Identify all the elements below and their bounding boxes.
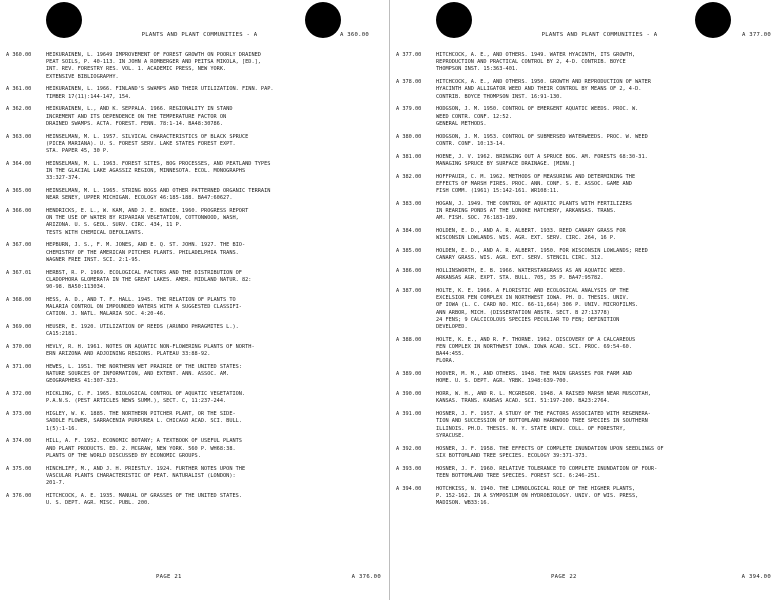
- bibliography-entry: [396, 268, 773, 282]
- citation-line: EFFECTS OF MARSH FIRES. PROC. ANN. CONF. S. E. ASSOC. GAME AND: [436, 180, 632, 187]
- citation-line: 201-7.: [46, 480, 65, 487]
- citation-line: P. 152-162. IN A SYMPOSIUM ON HYDROBIOLOGY. UNIV. OF WIS. PRESS,: [436, 492, 639, 499]
- bibliography-entry: [396, 391, 773, 405]
- entry-citation: [436, 288, 773, 331]
- citation-line: HOOVER, M. M., AND OTHERS. 1948. THE MAIN GRASSES FOR FARM AND: [436, 371, 632, 378]
- citation-line: ILLINOIS. PH.D. THESIS. N. Y. STATE UNIV. COLL. OF FORESTRY,: [436, 425, 626, 432]
- bibliography-entry: [396, 134, 773, 148]
- page-title: PLANTS AND PLANT COMMUNITIES - A: [541, 32, 658, 38]
- bibliography-entry: [396, 446, 773, 460]
- entry-number: A 367.00: [6, 242, 32, 249]
- citation-line: PLANTS OF THE WORLD DISCUSSED BY ECONOMIC GROUPS.: [46, 452, 201, 459]
- bibliography-entry: [6, 242, 383, 264]
- citation-line: HICKLING, C. F. 1965. BIOLOGICAL CONTROL OF AQUATIC VEGETATION.: [46, 391, 246, 398]
- bibliography-entry: [6, 493, 383, 507]
- citation-line: NEAR SENEY, UPPER MICHIGAN. ECOLOGY 46:185-188. BA47:60627.: [46, 195, 233, 202]
- bibliography-entry: [6, 52, 383, 81]
- citation-line: FISH COMM. (1961) 15:142-161. WR108:11.: [436, 188, 560, 195]
- entry-citation: [436, 268, 773, 282]
- entry-number: A 377.00: [396, 52, 422, 58]
- entry-citation: [436, 228, 773, 242]
- citation-line: CONTRIB. BOYCE THOMPSON INST. 16:91-130.: [436, 93, 563, 100]
- entry-number: A 371.00: [6, 364, 32, 371]
- bibliography-entry: [396, 174, 773, 196]
- page-title: PLANTS AND PLANT COMMUNITIES - A: [141, 32, 258, 38]
- citation-line: TION AND SUCCESSION OF BOTTOMLAND HARDWOOD TREE SPECIES IN SOUTHERN: [436, 418, 648, 425]
- entry-citation: [46, 270, 383, 292]
- entry-citation: [46, 411, 383, 433]
- citation-line: HENDRICKS, E. L., W. KAM, AND J. E. BOWIE. 1960. PROGRESS REPORT: [46, 208, 249, 215]
- entry-citation: [436, 248, 773, 262]
- citation-line: WISCONSIN LOWLANDS. WIS. AGR. EXT. SERV. CIRC. 264, 16 P.: [436, 235, 617, 242]
- citation-line: MALARIA CONTROL ON IMPOUNDED WATERS WITH A SUGGESTED CLASSIFI-: [46, 304, 242, 311]
- citation-line: WAGNER FREE INST. SCI. 2:1-95.: [46, 256, 141, 263]
- citation-line: SIX BOTTOMLAND TREE SPECIES. ECOLOGY 39:371-373.: [436, 452, 588, 459]
- entry-citation: [46, 106, 383, 128]
- entry-number: A 391.00: [396, 411, 422, 418]
- citation-line: BA44:455.: [436, 351, 465, 358]
- entry-number: A 370.00: [6, 344, 32, 351]
- entry-number: A 366.00: [6, 208, 32, 215]
- entry-citation: [436, 52, 773, 74]
- entry-number: A 369.00: [6, 324, 32, 331]
- citation-line: REPRODUCTION AND PRACTICAL CONTROL BY 2, 4-D. CONTRIB. BOYCE: [436, 59, 626, 66]
- entry-citation: [436, 446, 773, 460]
- page-header: [30, 32, 369, 44]
- entry-number: A 363.00: [6, 133, 32, 140]
- entry-citation: [46, 161, 383, 183]
- citation-line: HIGLEY, W. K. 1885. THE NORTHERN PITCHER PLANT, OR THE SIDE-: [46, 411, 236, 418]
- citation-line: CATION. J. NATL. MALARIA SOC. 4:20-46.: [46, 311, 167, 318]
- citation-line: HODGSON, J. M. 1950. CONTROL OF EMERGENT AQUATIC WEEDS. PROC. W.: [436, 106, 639, 113]
- citation-line: FLORA.: [436, 358, 455, 365]
- bibliography-entry: [6, 106, 383, 128]
- entry-number: A 376.00: [6, 492, 32, 499]
- citation-line: ARIZONA. U. S. GEOL. SURV. CIRC. 434, 11 P.: [46, 222, 182, 229]
- citation-line: HOLDEN, E. D., AND A. R. ALBERT. 1950. FOR WISCONSIN LOWLANDS; REED: [436, 248, 648, 255]
- citation-line: IN REARING PONDS AT THE LONOKE HATCHERY, ARKANSAS. TRANS.: [436, 208, 617, 215]
- citation-line: HILL, A. F. 1952. ECONOMIC BOTANY; A TEXTBOOK OF USEFUL PLANTS: [46, 438, 242, 445]
- citation-line: MADISON. WB33:16.: [436, 500, 490, 507]
- entry-number: A 392.00: [396, 445, 422, 452]
- citation-line: CHEMISTRY OF THE AMERICAN PITCHER PLANTS. PHILADELPHIA TRANS.: [46, 249, 239, 256]
- bibliography-entry: [6, 134, 383, 156]
- entry-citation: [436, 486, 773, 508]
- entry-number: A 364.00: [6, 160, 32, 167]
- bibliography-entry: [6, 86, 383, 100]
- citation-line: HOLTE, K. E. 1966. A FLORISTIC AND ECOLOGICAL ANALYSIS OF THE: [436, 288, 629, 295]
- entry-number: A 384.00: [396, 228, 422, 235]
- bibliography-entry: [6, 188, 383, 202]
- citation-line: VASCULAR PLANTS CHARACTERISTIC OF PEAT. NATURALIST (LONDON):: [46, 472, 236, 479]
- citation-line: HOSNER, J. F. 1960. RELATIVE TOLERANCE TO COMPLETE INUNDATION OF FOUR-: [436, 465, 658, 472]
- citation-line: HEPBURN, J. S., F. M. JONES, AND E. Q. ST. JOHN. 1927. THE BIO-: [46, 242, 246, 249]
- bibliography-entry: [6, 344, 383, 358]
- entry-number: A 375.00: [6, 465, 32, 472]
- citation-line: HOSNER, J. F. 1958. THE EFFECTS OF COMPLETE INUNDATION UPON SEEDLINGS OF: [436, 445, 664, 452]
- citation-line: HOSNER, J. F. 1957. A STUDY OF THE FACTORS ASSOCIATED WITH REGENERA-: [436, 411, 651, 418]
- citation-line: GENERAL METHODS.: [436, 120, 487, 127]
- citation-line: HORR, W. H., AND R. L. MCGREGOR. 1948. A RAISED MARSH NEAR MUSCOTAH,: [436, 391, 651, 398]
- bibliography-entry: [6, 297, 383, 319]
- entry-citation: [436, 337, 773, 366]
- entry-number: A 367.01: [6, 269, 32, 276]
- bibliography-entry: [6, 364, 383, 386]
- entry-citation: [436, 79, 773, 101]
- entry-citation: [46, 493, 383, 507]
- citation-line: HODGSON, J. M. 1953. CONTROL OF SUBMERSED WATERWEEDS. PROC. W. WEED: [436, 133, 648, 140]
- entry-number: A 361.00: [6, 86, 32, 93]
- citation-line: HEIKURAINEN, L. 1966. FINLAND'S SWAMPS AND THEIR UTILIZATION. FINN. PAP.: [46, 86, 274, 93]
- citation-line: HOLDEN, E. D., AND A. R. ALBERT. 1933. REED CANARY GRASS FOR: [436, 228, 626, 235]
- citation-line: TIMBER 17(11):144-147, 154.: [46, 93, 132, 100]
- citation-line: THOMPSON INST. 15:363-401.: [436, 66, 519, 73]
- citation-line: P.A.N.S. (PEST ARTICLES NEWS SUMM.), SECT. C, 11:237-244.: [46, 398, 227, 405]
- entry-citation: [46, 324, 383, 338]
- entry-number: A 374.00: [6, 438, 32, 445]
- bibliography-entry: [396, 288, 773, 331]
- citation-line: 90-98. BA50:113034.: [46, 284, 107, 291]
- entry-number: A 387.00: [396, 288, 422, 295]
- citation-line: PEAT SOILS, P. 40-113. IN JOHN A ROMBERGER AND PEITSA MIKOLA, [ED.],: [46, 59, 261, 66]
- citation-line: HOTCHKISS, N. 1940. THE LIMNOLOGICAL ROLE OF THE HIGHER PLANTS,: [436, 485, 636, 492]
- bibliography-entry: [396, 248, 773, 262]
- entry-number: A 362.00: [6, 106, 32, 113]
- entry-number: A 390.00: [396, 391, 422, 398]
- bibliography-entry: [396, 201, 773, 223]
- citation-line: U. S. DEPT. AGR. MISC. PUBL. 200.: [46, 500, 151, 507]
- entry-citation: [46, 438, 383, 460]
- citation-line: CANARY GRASS. WIS. AGR. EXT. SERV. STENCIL CIRC. 312.: [436, 255, 604, 262]
- entry-number: A 368.00: [6, 296, 32, 303]
- citation-line: HEVLY, R. H. 1961. NOTES ON AQUATIC NON-FLOWERING PLANTS OF NORTH-: [46, 344, 255, 351]
- bibliography-entry: [396, 52, 773, 74]
- footer-entry-number: A 394.00: [741, 574, 771, 580]
- bibliography-entry: [6, 466, 383, 488]
- citation-line: HYACINTH AND ALLIGATOR WEED AND THEIR CONTROL BY MEANS OF 2, 4-D.: [436, 86, 642, 93]
- citation-line: HOFFPAUIR, C. M. 1962. METHODS OF MEASURING AND DETERMINING THE: [436, 173, 636, 180]
- entry-number: A 378.00: [396, 79, 422, 86]
- bibliography-entry: [396, 411, 773, 440]
- citation-line: EXCELSIOR FEN COMPLEX IN NORTHWEST IOWA. PH. D. THESIS. UNIV.: [436, 295, 629, 302]
- page-header: [418, 32, 771, 44]
- citation-line: OF IOWA (L. C. CARD NO. MIC. 66-11,664) 306 P. UNIV. MICROFILMS.: [436, 302, 639, 309]
- page-footer: [6, 574, 381, 584]
- citation-line: HESS, A. D., AND T. F. HALL. 1945. THE RELATION OF PLANTS TO: [46, 296, 236, 303]
- entry-citation: [46, 391, 383, 405]
- entry-number: A 372.00: [6, 391, 32, 398]
- header-entry-number: A 360.00: [340, 32, 369, 38]
- bibliography-entry: [396, 154, 773, 168]
- citation-line: HOLTE, K. E., AND R. F. THORNE. 1962. DISCOVERY OF A CALCAREOUS: [436, 336, 636, 343]
- entry-citation: [436, 371, 773, 385]
- bibliography-entry: [6, 324, 383, 338]
- entry-citation: [46, 188, 383, 202]
- bibliography-entry: [396, 79, 773, 101]
- entry-number: A 385.00: [396, 248, 422, 255]
- citation-line: 33:327-374.: [46, 175, 81, 182]
- citation-line: GEOGRAPHERS 41:307-323.: [46, 378, 119, 385]
- citation-line: TEEN BOTTOMLAND TREE SPECIES. FOREST SCI. 6:246-251.: [436, 472, 601, 479]
- bibliography-entry: [396, 371, 773, 385]
- citation-line: HOME. U. S. DEPT. AGR. YRBK. 1948:639-700.: [436, 378, 569, 385]
- bibliography-entry: [6, 161, 383, 183]
- entry-number: A 360.00: [6, 52, 32, 58]
- entry-number: A 386.00: [396, 268, 422, 275]
- bibliography-entry: [6, 270, 383, 292]
- citation-line: HINCHLIFF, M., AND J. H. PRIESTLY. 1924. FURTHER NOTES UPON THE: [46, 465, 246, 472]
- entry-number: A 383.00: [396, 200, 422, 207]
- entry-number: A 365.00: [6, 188, 32, 195]
- citation-line: KANSAS. TRANS. KANSAS ACAD. SCI. 51:197-200. BA23:2764.: [436, 398, 610, 405]
- bibliography-entry: [396, 106, 773, 128]
- citation-line: AM. FISH. SOC. 76:183-189.: [436, 215, 519, 222]
- page-footer: [396, 574, 771, 584]
- citation-line: SADDLE FLOWER, SARRACENIA PURPUREA L. CHICAGO ACAD. SCI. BULL.: [46, 418, 242, 425]
- entry-citation: [436, 466, 773, 480]
- citation-line: TESTS WITH CHEMICAL DEFOLIANTS.: [46, 229, 144, 236]
- entry-citation: [46, 344, 383, 358]
- citation-line: HOLLINSWORTH, E. B. 1966. WATERSTARGRASS AS AN AQUATIC WEED.: [436, 268, 626, 275]
- citation-line: INT. REV. FORESTRY RES. VOL. 1. ACADEMIC PRESS, NEW YORK.: [46, 66, 227, 73]
- citation-line: HEINSELMAN, M. L. 1957. SILVICAL CHARACTERISTICS OF BLACK SPRUCE: [46, 133, 249, 140]
- entry-citation: [46, 242, 383, 264]
- citation-line: HEUSER, E. 1920. UTILIZATION OF REEDS (ARUNDO PHRAGMITES L.).: [46, 324, 239, 331]
- citation-line: HEIKURAINEN, L. 19649 IMPROVEMENT OF FOREST GROWTH ON POORLY DRAINED: [46, 52, 261, 58]
- bibliography-entry: [6, 411, 383, 433]
- entry-number: A 382.00: [396, 173, 422, 180]
- citation-line: CA15:2181.: [46, 331, 78, 338]
- citation-line: CONTR. CONF. 10:13-14.: [436, 140, 506, 147]
- citation-line: HITCHCOCK, A. E., AND OTHERS. 1949. WATER HYACINTH, ITS GROWTH,: [436, 52, 636, 58]
- entry-list: [6, 52, 383, 513]
- citation-line: DRAINED SWAMPS. ACTA. FOREST. FENN. 78:1-14. BA48:30786.: [46, 120, 224, 127]
- citation-line: ANN ARBOR, MICH. (DISSERTATION ABSTR. SECT. B 27:13778): [436, 309, 610, 316]
- bibliography-entry: [6, 438, 383, 460]
- bibliography-entry: [6, 391, 383, 405]
- citation-line: HEIKURAINEN, L., AND K. SEPPALA. 1966. REGIONALITY IN STAND: [46, 106, 233, 113]
- citation-line: HOGAN, J. 1949. THE CONTROL OF AQUATIC PLANTS WITH FERTILIZERS: [436, 200, 632, 207]
- citation-line: (PICEA MARIANA). U. S. FOREST SERV. LAKE STATES FOREST EXPT.: [46, 140, 236, 147]
- citation-line: NATURE SOURCES OF INFORMATION, AND EXTENT. ANN. ASSOC. AM.: [46, 371, 230, 378]
- citation-line: IN THE GLACIAL LAKE AGASSIZ REGION, MINNESOTA. ECOL. MONOGRAPHS: [46, 168, 246, 175]
- citation-line: EXTENSIVE BIBLIOGRAPHY.: [46, 73, 119, 80]
- entry-number: A 381.00: [396, 153, 422, 160]
- entry-citation: [436, 411, 773, 440]
- page-number: PAGE 22: [551, 574, 577, 580]
- citation-line: ON THE USE OF WATER BY RIPARIAN VEGETATION, COTTONWOOD, WASH,: [46, 215, 239, 222]
- citation-line: ARKANSAS AGR. EXPT. STA. BULL. 705, 35 P. BA47:95782.: [436, 275, 604, 282]
- header-entry-number: A 377.00: [742, 32, 771, 38]
- entry-citation: [436, 134, 773, 148]
- bibliography-entry: [396, 337, 773, 366]
- entry-citation: [46, 364, 383, 386]
- entry-list: [396, 52, 773, 513]
- entry-number: A 394.00: [396, 485, 422, 492]
- citation-line: SYRACUSE.: [436, 432, 465, 439]
- entry-citation: [436, 174, 773, 196]
- citation-line: HITCHCOCK, A. E., AND OTHERS. 1950. GROWTH AND REPRODUCTION OF WATER: [436, 79, 651, 86]
- citation-line: HERBST, R. P. 1969. ECOLOGICAL FACTORS AND THE DISTRIBUTION OF: [46, 269, 242, 276]
- citation-line: STA. PAPER 45, 30 P.: [46, 148, 110, 155]
- citation-line: WEED CONTR. CONF. 12:52.: [436, 113, 512, 120]
- left-page: [0, 0, 389, 600]
- entry-number: A 393.00: [396, 465, 422, 472]
- bibliography-entry: [6, 208, 383, 237]
- right-page: [390, 0, 779, 600]
- entry-citation: [46, 52, 383, 81]
- citation-line: HOENE, J. V. 1962. BRINGING OUT A SPRUCE BOG. AM. FORESTS 68:30-31.: [436, 153, 648, 160]
- entry-number: A 379.00: [396, 106, 422, 113]
- entry-citation: [436, 201, 773, 223]
- citation-line: 1(5):1-16.: [46, 425, 78, 432]
- entry-citation: [46, 86, 383, 100]
- citation-line: HEWES, L. 1951. THE NORTHERN WET PRAIRIE OF THE UNITED STATES:: [46, 364, 242, 371]
- citation-line: FEN COMPLEX IN NORTHWEST IOWA. IOWA ACAD. SCI. PROC. 69:54-60.: [436, 344, 632, 351]
- entry-citation: [46, 466, 383, 488]
- entry-citation: [46, 297, 383, 319]
- citation-line: ERN ARIZONA AND ADJOINING REGIONS. PLATEAU 33:88-92.: [46, 351, 211, 358]
- entry-number: A 380.00: [396, 133, 422, 140]
- citation-line: HITCHCOCK, A. E. 1935. MANUAL OF GRASSES OF THE UNITED STATES.: [46, 492, 242, 499]
- entry-citation: [436, 106, 773, 128]
- page-number: PAGE 21: [156, 574, 182, 580]
- citation-line: CLADOPHORA GLOMERATA IN THE GREAT LAKES. AMER. MIDLAND NATUR. 82:: [46, 276, 252, 283]
- entry-citation: [436, 154, 773, 168]
- bibliography-entry: [396, 486, 773, 508]
- bibliography-entry: [396, 466, 773, 480]
- entry-citation: [436, 391, 773, 405]
- bibliography-entry: [396, 228, 773, 242]
- citation-line: AND PLANT PRODUCTS. ED. 2. MCGRAW, NEW YORK. 560 P. WH68:38.: [46, 445, 236, 452]
- footer-entry-number: A 376.00: [351, 574, 381, 580]
- citation-line: MANAGING SPRUCE BY SURFACE DRAINAGE. [MINN.]: [436, 160, 576, 167]
- citation-line: 24 FENS; 9 CALCICOLOUS SPECIES PECULIAR TO FEN; DEFINITION: [436, 316, 620, 323]
- entry-number: A 389.00: [396, 371, 422, 378]
- entry-citation: [46, 134, 383, 156]
- entry-citation: [46, 208, 383, 237]
- citation-line: HEINSELMAN, M. L. 1965. STRING BOGS AND OTHER PATTERNED ORGANIC TERRAIN: [46, 188, 271, 195]
- entry-number: A 388.00: [396, 336, 422, 343]
- citation-line: HEINSELMAN, M. L. 1963. FOREST SITES, BOG PROCESSES, AND PEATLAND TYPES: [46, 160, 271, 167]
- citation-line: INCREMENT AND ITS DEPENDENCE ON THE TEMPERATURE FACTOR ON: [46, 113, 227, 120]
- citation-line: DEVELOPED.: [436, 324, 468, 331]
- entry-number: A 373.00: [6, 411, 32, 418]
